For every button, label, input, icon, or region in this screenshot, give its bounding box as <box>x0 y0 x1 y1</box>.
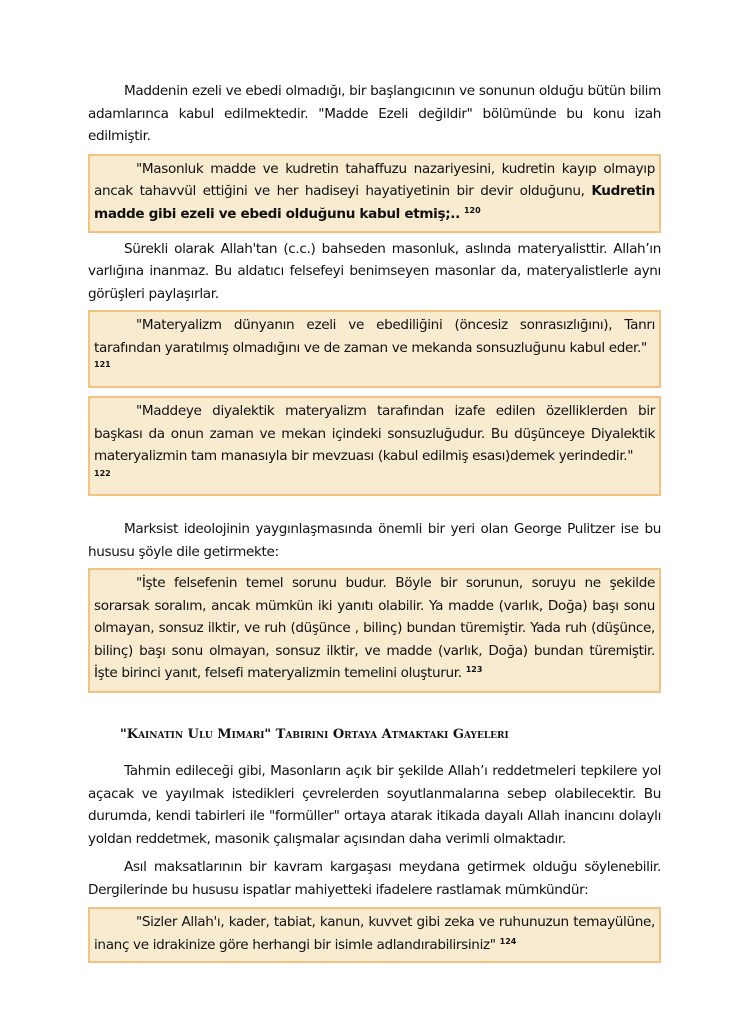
footnote-123: 123 <box>465 665 483 674</box>
quote-box-121 <box>88 310 661 388</box>
quote-box-120 <box>88 154 661 233</box>
quote-122-text: "Maddeye diyalektik materyalizm tarafından izafe edilen özelliklerden bir başkası da onun zaman ve mekan içindeki sonsuzluğudur. Bu düşünceye Diyalektik materyalizmin tam manasıyla bir mevzuası (kabul edilmiş esası)demek yerindedir." <box>94 403 655 464</box>
quote-124-body <box>94 911 655 956</box>
quote-120-bold-text: Kudretin madde gibi ezeli ve ebedi olduğunu kabul etmiş;.. <box>94 183 655 222</box>
footnote-124: 124 <box>499 936 517 946</box>
section-heading: "Kainatın Ulu Mimari" Tabirini Ortaya Atmaktaki Gayeleri <box>120 727 509 742</box>
footnote-120: 120 <box>463 205 481 215</box>
quote-120-text: "Masonluk madde ve kudretin tahaffuzu nazariyesini, kudretin kayıp olmayıp ancak tahavvül ettiğini ve her hadiseyi hayatiyetinin bir devir olduğunu, <box>94 160 655 199</box>
quote-120-body <box>94 158 655 226</box>
quote-box-122 <box>88 396 661 496</box>
quote-123-text: "İşte felsefenin temel sorunu budur. Böyle bir sorunun, soruyu ne şekilde sorarsak soralım, ancak mümkün iki yanıtı olabilir. Ya madde (varlık, Doğa) başı sonu olmayan, sonsuz ilktir, ve ruh (düşünce , bilinç) bundan türemiştir. Yada ruh (düşünce, bilinç) başı sonu olmayan, sonsuz ilktir, ve madde (varlık, Doğa) bundan türemiştir. İşte birinci yanıt, felsefi materyalizmin temelini oluşturur. <box>94 575 655 681</box>
footnote-122: 122 <box>94 468 111 478</box>
quote-box-123 <box>88 568 661 693</box>
quote-124-text: "Sizler Allah'ı, kader, tabiat, kanun, kuvvet gibi zeka ve ruhunuzun temayülüne, inanç ve idrakinize göre herhangi bir isimle adlandırabilirsiniz" <box>94 914 655 953</box>
paragraph-masonry-materialist: Sürekli olarak Allah'tan (c.c.) bahseden masonluk, aslında materyalisttir. Allah’ın varlığına inanmaz. Bu aldatıcı felsefeyi benimseyen masonlar da, materyalistlerle aynı görüşleri paylaşırlar. <box>88 240 661 302</box>
quote-123-body <box>94 572 655 685</box>
footnote-121: 121 <box>94 360 111 369</box>
quote-121-text: "Materyalizm dünyanın ezeli ve ebediliğini (öncesiz sonrasızlığını), Tanrı tarafından yaratılmış olmadığını ve de zaman ve mekanda sonsuzluğunu kabul eder." <box>94 317 655 356</box>
document-page <box>88 80 661 963</box>
paragraph-masons-rejection: Tahmin edileceği gibi, Masonların açık bir şekilde Allah’ı reddetmeleri tepkilere yol açacak ve yayılmak istedikleri çevrelerden soyutlanmalarına sebep olabilecektir. Bu durumda, kendi tabirleri ile "formüller" ortaya atarak itikada dayalı Allah inancını dolaylı yoldan reddetmek, masonik çalışmalar açısından daha verimli olmaktadır. <box>88 763 661 847</box>
paragraph-matter-not-eternal: Maddenin ezeli ve ebedi olmadığı, bir başlangıcının ve sonunun olduğu bütün bilim adamlarınca kabul edilmektedir. "Madde Ezeli değildir" bölümünde bu konu izah edilmiştir. <box>88 83 661 144</box>
paragraph-concept-confusion: Asıl maksatlarının bir kavram kargaşası meydana getirmek olduğu söylenebilir. Dergilerinde bu hususu ispatlar mahiyetteki ifadelere rastlamak mümkündür: <box>88 859 661 898</box>
paragraph-marxist-pulitzer: Marksist ideolojinin yaygınlaşmasında önemli bir yeri olan George Pulitzer ise bu hususu şöyle dile getirmekte: <box>88 521 661 560</box>
quote-box-124 <box>88 907 661 963</box>
